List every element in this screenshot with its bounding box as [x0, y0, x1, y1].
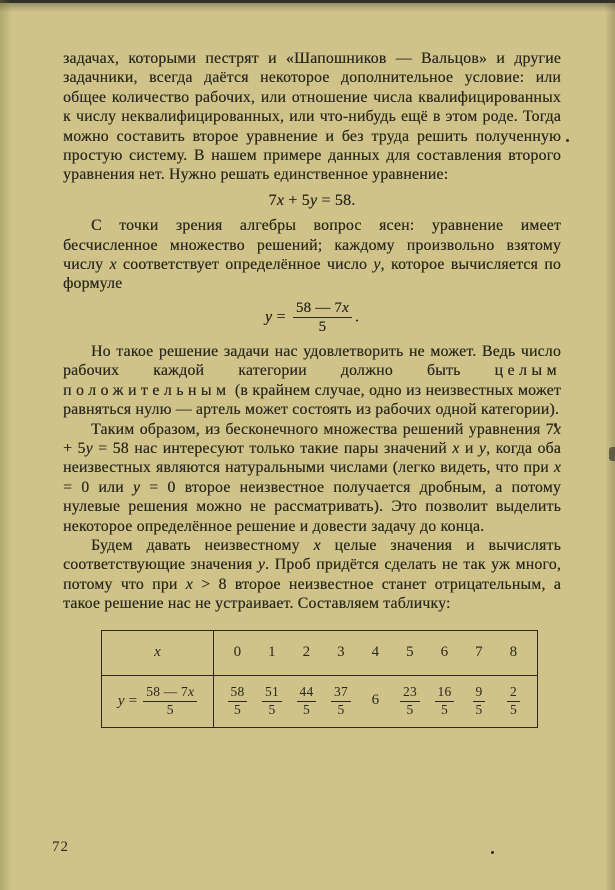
text-run: Таким образом, из бесконечного множества решений уравнения 7 — [91, 420, 554, 438]
text-run: = 0 или — [63, 478, 133, 496]
page-edge-notch — [609, 447, 615, 461]
fraction-denominator: 5 — [441, 701, 448, 717]
equation-1 — [63, 191, 561, 210]
math-var: y — [309, 191, 318, 209]
page-right-edge — [605, 0, 615, 890]
text-run: Будем давать неизвестному — [91, 536, 314, 554]
x-value: 1 — [268, 643, 276, 660]
y-formula-cell — [102, 675, 214, 727]
math-var: x — [342, 299, 349, 316]
text-run: (в крайнем случае, одно из неизвестных может равняться нулю — артель может состоять из рабочих одной категории). — [63, 381, 561, 419]
scan-speck — [566, 139, 569, 142]
math-var: y — [257, 556, 266, 574]
fraction-denominator: 5 — [475, 701, 483, 717]
equation-2 — [63, 300, 561, 336]
x-value: 4 — [371, 643, 380, 660]
period: . — [354, 308, 360, 326]
fraction-numerator: 2 — [507, 685, 520, 702]
math-var: y — [478, 439, 487, 457]
fraction-denominator: 5 — [268, 701, 276, 717]
fraction-denominator: 5 — [303, 701, 310, 717]
math-var: x — [553, 459, 561, 477]
equals-sign: = — [124, 692, 142, 709]
paragraph-1 — [63, 49, 561, 185]
math-var: x — [276, 191, 285, 209]
paragraph-5 — [63, 536, 561, 614]
math-var: x — [313, 536, 321, 554]
fraction-denominator: 5 — [318, 319, 327, 336]
page-top-shadow — [0, 3, 615, 12]
x-value: 7 — [475, 643, 483, 660]
y-value — [393, 685, 428, 718]
emphasized-text: целым положительным — [63, 362, 561, 399]
y-value — [255, 685, 290, 718]
text-run: 58 — 7 — [295, 299, 343, 316]
y-value — [324, 685, 359, 718]
text-run: + 5 — [284, 191, 310, 209]
fraction — [143, 685, 197, 718]
fraction-numerator — [293, 300, 352, 319]
fraction-numerator: 23 — [400, 685, 420, 702]
math-var: x — [154, 643, 161, 660]
math-var: x — [187, 683, 195, 699]
x-value: 3 — [337, 643, 345, 660]
fraction-numerator — [143, 685, 197, 702]
text-run: > 8 второе неизвестное станет отрицательным, а такое решение нас не устраивает. Составляем табличку: — [63, 575, 561, 613]
text-run: и — [459, 439, 479, 457]
math-var: y — [373, 256, 381, 274]
text-run: , которое вычисляется по формуле — [63, 256, 561, 293]
fraction-numerator: 58 — [228, 685, 248, 702]
y-values-cell — [214, 675, 538, 727]
math-var: y — [264, 308, 273, 326]
page-number: 72 — [52, 839, 69, 855]
fraction-numerator: 51 — [262, 685, 282, 702]
scan-speck — [491, 851, 494, 854]
x-header-cell — [102, 630, 214, 675]
text-column — [63, 49, 561, 728]
equals-sign: = — [272, 308, 290, 326]
math-var: x — [553, 420, 561, 438]
text-run: , когда оба неизвестных являются натуральными числами (легко видеть, что при — [63, 439, 561, 477]
text-run: задачах, которыми пестрят и «Шапошников — Вальцов» и другие задачники, всегда даётся некоторое дополнительное условие: или общее количество рабочих, или отношение числа квалифицированных к числу неквалифицированных, или что-нибудь ещё в этом роде. Тогда можно составить второе уравнение и без труда решить полученную простую систему. В нашем примере данных для составления второго уравнения нет. Нужно решать единственное уравнение: — [63, 50, 561, 184]
math-var: y — [132, 478, 141, 496]
y-value: 6 — [371, 692, 380, 709]
text-run: целые значения и вычислять соответствующие значения — [63, 536, 561, 574]
text-run: = 0 второе неизвестное получается дробным, а потому нулевые решения можно не рассматривать). Это позволит выделить некоторое определённое решение и довести задачу до конца. — [63, 478, 562, 535]
solution-table — [101, 630, 538, 728]
math-var: x — [185, 575, 193, 593]
math-var: y — [117, 692, 125, 709]
text-run: = 58 нас интересуют только такие пары значений — [92, 439, 453, 457]
text-run: Но такое решение задачи нас удовлетворить не может. Ведь число рабочих каждой категории должно быть — [63, 342, 561, 380]
page-left-edge — [0, 0, 12, 890]
fraction-denominator: 5 — [234, 701, 241, 717]
y-value — [427, 685, 462, 718]
fraction-denominator: 5 — [510, 701, 517, 717]
y-value — [462, 685, 497, 718]
math-var: x — [109, 256, 117, 274]
x-value: 8 — [509, 643, 518, 660]
y-value — [289, 685, 324, 718]
x-value: 5 — [406, 643, 414, 660]
y-value — [496, 685, 531, 718]
math-var: x — [452, 439, 460, 457]
text-run: С точки зрения алгебры вопрос ясен: уравнение имеет бесчисленное множество решений; каждому произвольно взятому числу — [63, 217, 561, 274]
text-run: + 5 — [63, 439, 86, 457]
x-values-cell — [214, 630, 538, 675]
fraction-numerator: 44 — [297, 685, 317, 702]
fraction-numerator: 9 — [473, 685, 486, 702]
fraction-numerator: 16 — [435, 685, 455, 702]
x-value: 0 — [233, 643, 242, 660]
fraction-denominator: 5 — [406, 701, 414, 717]
paragraph-3 — [63, 342, 561, 420]
x-value: 2 — [302, 643, 311, 660]
paragraph-4 — [63, 420, 561, 536]
paragraph-2 — [63, 216, 561, 294]
text-run: соответствует определённое число — [116, 256, 374, 274]
fraction — [293, 300, 352, 336]
fraction-numerator: 37 — [331, 685, 351, 702]
fraction-denominator: 5 — [337, 701, 345, 717]
fraction-denominator: 5 — [166, 701, 174, 717]
x-values-row — [214, 643, 537, 662]
text-run: = 58. — [317, 191, 356, 209]
text-run: 7 — [268, 191, 277, 209]
table-x-row — [102, 630, 538, 675]
math-var: y — [85, 439, 93, 457]
x-value: 6 — [440, 643, 449, 660]
text-run: . Проб придётся сделать не так уж много, потому что при — [63, 556, 561, 593]
y-value — [220, 685, 255, 718]
text-run: 58 — 7 — [146, 683, 188, 699]
table-y-row — [102, 675, 538, 727]
y-values-row — [214, 685, 537, 718]
